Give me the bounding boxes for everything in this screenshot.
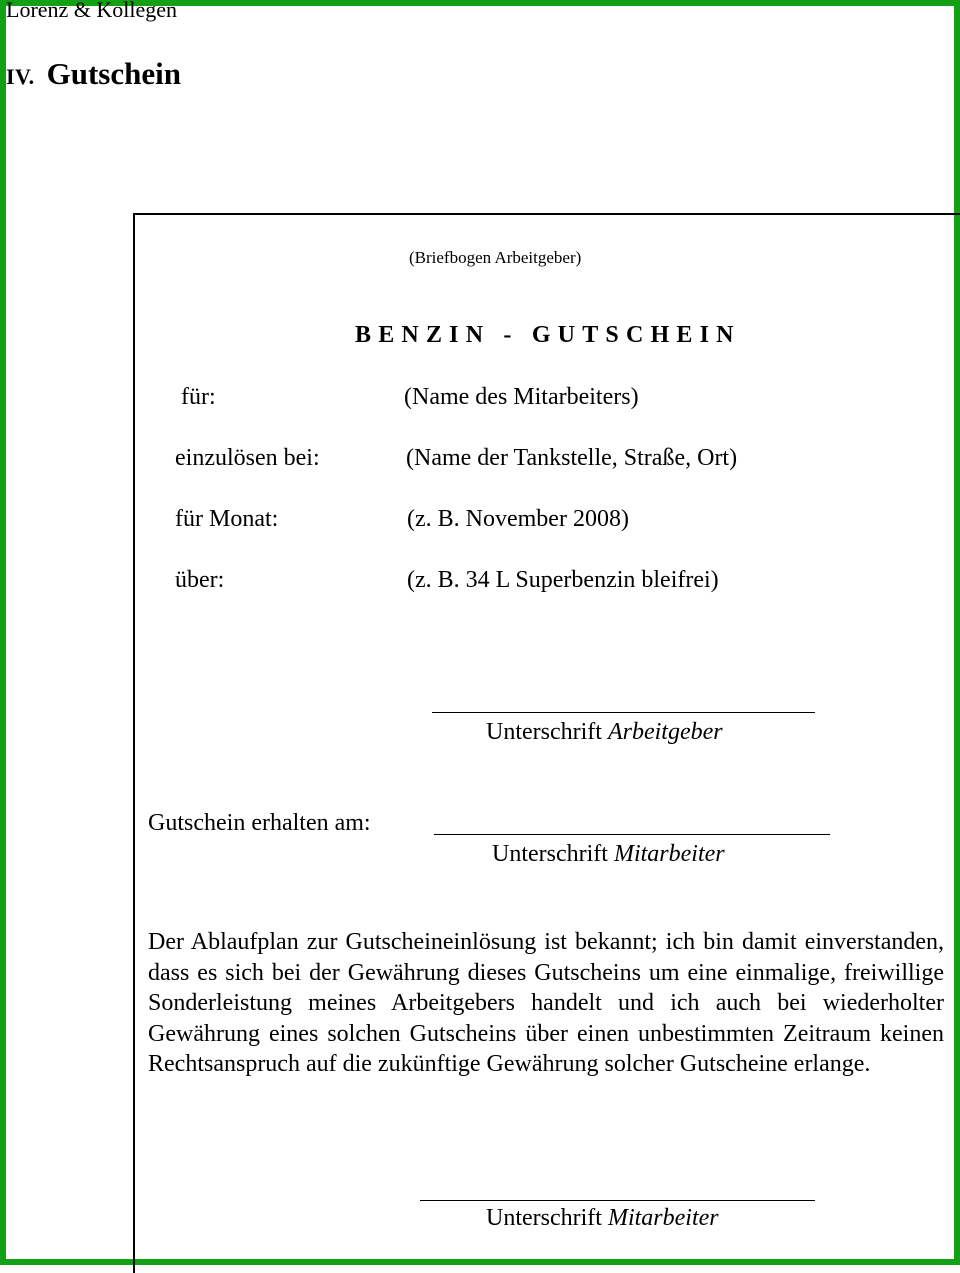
signature-prefix: Unterschrift bbox=[486, 719, 602, 745]
field-value-amount: (z. B. 34 L Superbenzin bleifrei) bbox=[407, 567, 719, 593]
field-value-recipient: (Name des Mitarbeiters) bbox=[404, 384, 639, 410]
received-date-label: Gutschein erhalten am: bbox=[148, 810, 371, 836]
company-name: Lorenz & Kollegen bbox=[6, 0, 178, 22]
field-value-month: (z. B. November 2008) bbox=[407, 506, 629, 532]
field-label-month: für Monat: bbox=[175, 506, 279, 532]
signature-role: Mitarbeiter bbox=[607, 1205, 719, 1231]
voucher-box bbox=[133, 213, 960, 1273]
section-heading bbox=[6, 56, 181, 92]
employer-signature-label bbox=[486, 719, 723, 746]
employee-signature-label-2 bbox=[486, 1205, 719, 1232]
section-title: Gutschein bbox=[46, 56, 181, 91]
signature-role: Arbeitgeber bbox=[607, 719, 723, 745]
final-signature-line bbox=[420, 1200, 815, 1201]
letterhead-placeholder: (Briefbogen Arbeitgeber) bbox=[409, 248, 582, 267]
declaration-paragraph: Der Ablaufplan zur Gutscheineinlösung ist bekannt; ich bin damit einverstanden, dass es sich bei der Gewährung dieses Gutscheins um eine einmalige, freiwillige Sonderleistung meines Arbeitgebers handelt und ich auch bei wiederholter Gewährung eines solchen Gutscheins über einen unbestimmten Zeitraum keinen Rechtsanspruch auf die zukünftige Gewährung solcher Gutscheine erlange. bbox=[148, 929, 944, 1078]
voucher-title: BENZIN - GUTSCHEIN bbox=[355, 322, 741, 348]
received-signature-line bbox=[434, 834, 830, 835]
signature-role: Mitarbeiter bbox=[613, 841, 725, 867]
section-number: IV. bbox=[6, 64, 35, 89]
field-label-station: einzulösen bei: bbox=[175, 445, 320, 471]
signature-prefix: Unterschrift bbox=[486, 1205, 602, 1231]
employee-signature-label-1 bbox=[492, 841, 725, 868]
field-label-amount: über: bbox=[175, 567, 225, 593]
field-label-recipient: für: bbox=[181, 384, 216, 410]
employer-signature-line bbox=[432, 712, 815, 713]
field-value-station: (Name der Tankstelle, Straße, Ort) bbox=[406, 445, 738, 471]
signature-prefix: Unterschrift bbox=[492, 841, 608, 867]
